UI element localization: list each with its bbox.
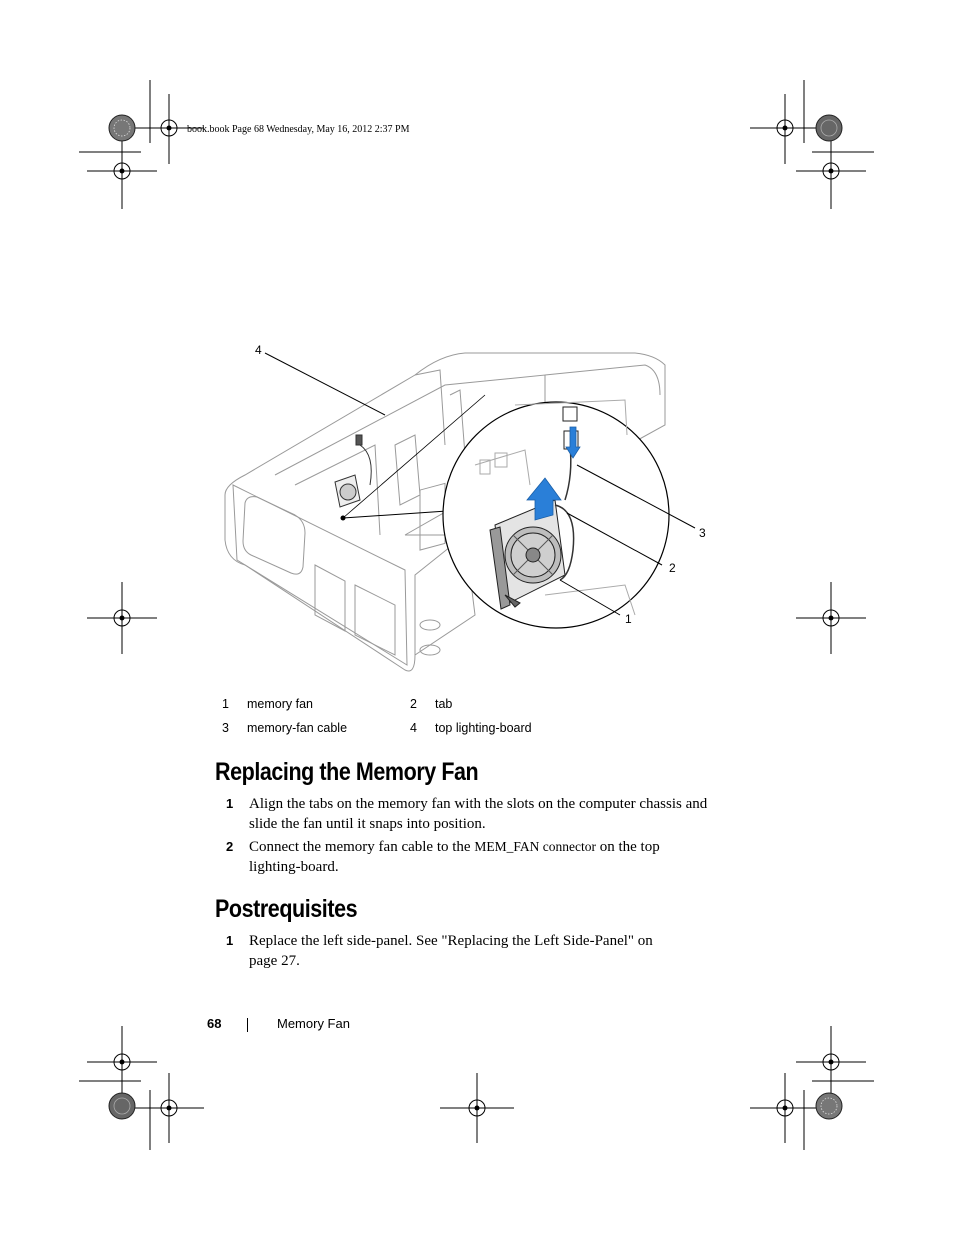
callout-1: 1 [625, 612, 632, 626]
legend-label: top lighting-board [435, 721, 532, 735]
step-number: 1 [226, 796, 234, 811]
page-number: 68 [207, 1016, 222, 1031]
step-text [249, 837, 709, 877]
step-text-after: on the top lighting-board. [249, 839, 660, 875]
legend-number: 3 [222, 721, 229, 735]
step-number: 2 [226, 839, 234, 854]
section-heading-replacing: Replacing the Memory Fan [215, 758, 479, 786]
connector-name: MEM_FAN connector [474, 839, 596, 854]
print-slug: book.book Page 68 Wednesday, May 16, 2012 2:37 PM [187, 124, 410, 135]
legend-label: memory-fan cable [247, 721, 348, 735]
memory-fan-illustration [215, 335, 715, 680]
legend-label: tab [435, 697, 453, 711]
section-heading-postrequisites: Postrequisites [215, 895, 358, 923]
callout-4: 4 [255, 343, 262, 357]
step-text: Replace the left side-panel. See "Replacing the Left Side-Panel" on page 27. [249, 933, 653, 969]
step-text: Align the tabs on the memory fan with the slots on the computer chassis and slide the fan until it snaps into position. [249, 796, 708, 832]
step-number: 1 [226, 933, 234, 948]
callout-2: 2 [669, 561, 676, 575]
footer-divider [247, 1018, 248, 1032]
step-text-before: Connect the memory fan cable to the [249, 839, 475, 855]
legend-number: 1 [222, 697, 229, 711]
legend-number: 4 [410, 721, 417, 735]
footer-chapter-title: Memory Fan [277, 1016, 350, 1031]
callout-3: 3 [699, 526, 706, 540]
legend-label: memory fan [247, 697, 313, 711]
legend-number: 2 [410, 697, 417, 711]
